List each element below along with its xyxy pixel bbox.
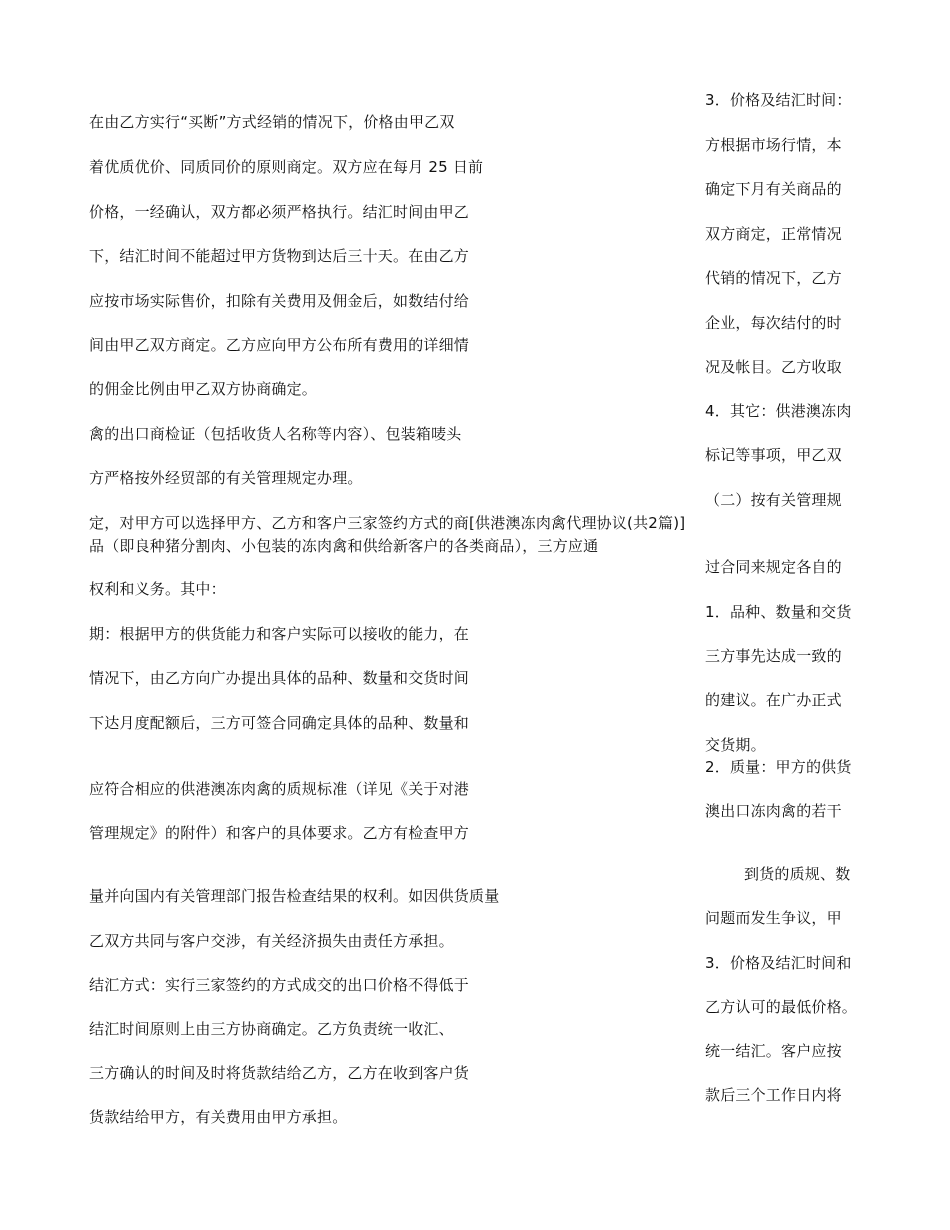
text-line: 代销的情况下，乙方 — [705, 269, 842, 287]
text-line: 管理规定》的附件）和客户的具体要求。乙方有检查甲方 — [89, 824, 470, 842]
text-line: 着优质优价、同质同价的原则商定。双方应在每月 25 日前 — [89, 158, 484, 176]
text-line: 价格，一经确认，双方都必须严格执行。结汇时间由甲乙 — [89, 203, 470, 221]
text-line: 货款结给甲方，有关费用由甲方承担。 — [89, 1108, 348, 1126]
text-line: 量并向国内有关管理部门报告检查结果的权利。如因供货质量 — [89, 887, 500, 905]
text-line: 品（即良种猪分割肉、小包装的冻肉禽和供给新客户的各类商品），三方应通 — [89, 537, 599, 555]
text-line: 在由乙方实行“买断”方式经销的情况下，价格由甲乙双 — [89, 113, 455, 131]
text-line: 双方商定，正常情况 — [705, 225, 842, 243]
text-line: 款后三个工作日内将 — [705, 1086, 842, 1104]
text-line: 标记等事项，甲乙双 — [705, 446, 842, 464]
text-line: 结汇时间原则上由三方协商确定。乙方负责统一收汇、 — [89, 1020, 454, 1038]
text-line: 定，对甲方可以选择甲方、乙方和客户三家签约方式的商[供港澳冻肉禽代理协议(共2篇)] — [89, 514, 686, 532]
text-line: 过合同来规定各自的 — [705, 558, 842, 576]
text-line: 应按市场实际售价，扣除有关费用及佣金后，如数结付给 — [89, 292, 470, 310]
text-line: 乙方认可的最低价格。 — [705, 998, 858, 1016]
text-line: 交货期。 — [705, 736, 766, 754]
text-line: （二）按有关管理规 — [705, 491, 842, 509]
text-line: 到货的质规、数 — [744, 865, 851, 883]
text-line: 权利和义务。其中： — [89, 580, 226, 598]
text-line: 三方确认的时间及时将货款结给乙方，乙方在收到客户货 — [89, 1064, 470, 1082]
text-line: 情况下，由乙方向广办提出具体的品种、数量和交货时间 — [89, 669, 470, 687]
text-line: 况及帐目。乙方收取 — [705, 358, 842, 376]
text-line: 方严格按外经贸部的有关管理规定办理。 — [89, 469, 363, 487]
text-line: 澳出口冻肉禽的若干 — [705, 802, 842, 820]
text-line: 的建议。在广办正式 — [705, 691, 842, 709]
text-line: 间由甲乙双方商定。乙方应向甲方公布所有费用的详细情 — [89, 336, 470, 354]
text-line: 下，结汇时间不能超过甲方货物到达后三十天。在由乙方 — [89, 247, 470, 265]
text-line: 三方事先达成一致的 — [705, 647, 842, 665]
text-line: 应符合相应的供港澳冻肉禽的质规标准（详见《关于对港 — [89, 780, 470, 798]
text-line: 2．质量：甲方的供货 — [705, 758, 852, 776]
text-line: 期：根据甲方的供货能力和客户实际可以接收的能力，在 — [89, 625, 470, 643]
text-line: 问题而发生争议，甲 — [705, 909, 842, 927]
text-line: 结汇方式：实行三家签约的方式成交的出口价格不得低于 — [89, 976, 470, 994]
text-line: 的佣金比例由甲乙双方协商确定。 — [89, 380, 318, 398]
text-line: 4．其它：供港澳冻肉 — [705, 402, 852, 420]
text-line: 方根据市场行情，本 — [705, 136, 842, 154]
text-line: 1．品种、数量和交货 — [705, 603, 852, 621]
text-line: 禽的出口商检证（包括收货人名称等内容）、包装箱唛头 — [89, 425, 462, 443]
text-line: 统一结汇。客户应按 — [705, 1042, 842, 1060]
text-line: 3．价格及结汇时间： — [705, 91, 852, 109]
text-line: 乙双方共同与客户交涉，有关经济损失由责任方承担。 — [89, 932, 454, 950]
text-line: 企业，每次结付的时 — [705, 314, 842, 332]
text-line: 下达月度配额后，三方可签合同确定具体的品种、数量和 — [89, 714, 470, 732]
text-line: 3．价格及结汇时间和 — [705, 954, 852, 972]
text-line: 确定下月有关商品的 — [705, 180, 842, 198]
